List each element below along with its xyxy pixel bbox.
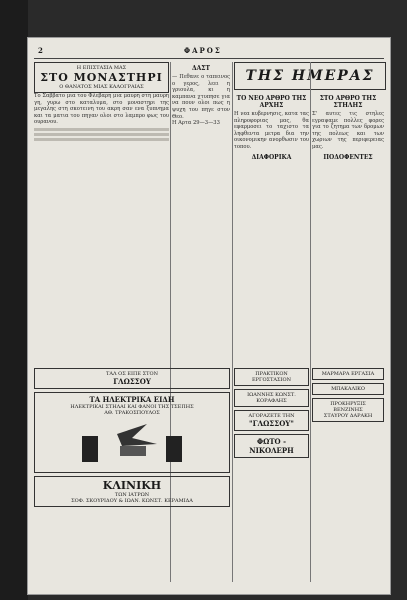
day-col1-body: Η νεα κυβερνησις, κατα τας πληροφοριας μας, θα εφαρμοσει το ταχιστο τα ληφθεντα μετρα δια την οικονομικην ανορθωσιν του τοπου. [234,111,309,150]
factory-ad-a: ΠΡΑΚΤΙΚΟΝ ΕΡΓΟΣΤΑΣΙΟΝ [251,371,292,383]
photo-ad [234,434,309,458]
petrol-seller: ΣΤΑΥΡΟΥ ΔΑΡΑΚΗ [323,413,373,419]
day-col1-notice: ΔΙΑΦΟΡΙΚΑ [251,153,292,161]
glossou-title: ΓΛΩΣΣΟΥ [113,377,151,386]
day-column-1 [234,92,309,364]
glossou-ad [34,368,230,389]
left-ads [34,368,230,510]
photo-nikoleri: ΦΩΤΟ - ΝΙΚΟΛΕΡΗ [249,437,294,455]
story-kicker: Η ΕΠΙΣΤΑΣΙΑ ΜΑΣ [76,65,127,71]
story-headline-box [34,62,169,93]
page-margin-shadow [0,0,28,600]
buy-glossou: "ΓΛΩΣΣΟΥ" [249,419,294,428]
column-rule [310,62,311,582]
grocery-title: ΜΠΑΚΑΛΙΚΟ [331,386,365,392]
electric-title: ΤΑ ΗΛΕΚΤΡΙΚΑ ΕΙΔΗ [89,395,175,404]
story-body: Το Σαββατο μια του Φλεβαρη μια μαυρη στη μαυρη γη, γυρω στο καταλυμα, στο μοναστηρι της μεγαλης στη σκοτεινη του ακρη σαν ενα ξυπνημα και τα ματια του πηγαν ολοι στο λαμπρο φως του ουρανου. [34,93,169,126]
grocery-ad [312,383,384,395]
story-column [34,62,169,364]
masthead: ΦΑΡΟΣ [184,46,222,55]
factory-ad [234,368,309,386]
day-col2-notice: ΠΟΔΟΦΕΝΤΕΣ [323,153,373,161]
electric-sub: ΗΛΕΚΤΡΙΚΑΙ ΣΤΗΛΑΙ ΚΑΙ ΦΑΝΟΙ ΤΗΣ ΤΣΕΠΗΣ [70,404,194,410]
column-rule [232,62,233,582]
right-ads [312,368,384,425]
middle-column [172,62,230,364]
buy-glossou-ad [234,410,309,431]
marble-ad [312,368,384,380]
flashlight-eagle-illustration [72,416,192,466]
petrol-title: ΠΡΟΚΗΡΥΞΙΣ ΒΕΝΖΙΝΗΣ [330,401,366,413]
day-col1-heading: ΤΟ ΝΕΟ ΑΡΘΡΟ ΤΗΣ ΑΡΧΗΣ [236,95,307,109]
clinic-sub: ΤΩΝ ΙΑΤΡΩΝ [114,492,150,498]
middle-label: ΔΑΣΤ [191,65,211,72]
clinic-ad [34,476,230,507]
petrol-ad [312,398,384,422]
clinic-title: ΚΛΙΝΙΚΗ [102,479,162,492]
story-title: ΣΤΟ ΜΟΝΑΣΤΗΡΙ [40,71,163,84]
clinic-names: ΣΟΦ. ΣΚΟΥΡΙΔΟΥ & ΙΩΑΝ. ΚΩΝΣΤ. ΚΕΡΑΜΙΔΑ [71,498,193,504]
marble-title: ΜΑΡΜΑΡΑ ΕΡΓΑΣΙΑ [321,371,375,377]
middle-dateline: Η Αρτα 29—3—33 [172,120,220,127]
middle-body: — Πεθανε ο ταπεινος ο γερος, λεει η γριουλα, κι η καμπανα χτυπησε για να πουν ολοι πως η ψυχη του πηγε στον Θεο. [172,74,230,120]
korafli-name: ΙΩΑΝΝΗΣ ΚΩΝΣΤ. ΚΟΡΑΦΛΗΣ [247,392,296,404]
page-header [34,44,384,59]
day-section-banner: ΤΗΣ ΗΜΕΡΑΣ [234,62,386,90]
korafli-ad [234,389,309,407]
center-ads [234,368,309,461]
electric-ad [34,392,230,473]
newspaper-page [28,38,390,594]
day-col2-heading: ΣΤΟ ΑΡΘΡΟ ΤΗΣ ΣΤΗΛΗΣ [319,95,377,109]
electric-seller: ΑΘ. ΤΡΑΚΟΣΠΟΥΛΟΣ [104,410,160,416]
day-col2-body: Σ' αυτες τις στηλες εγραψαμε πολλες φορες για το ζητημα των δρομων της πολεως και των χωριων της περιφερειας μας. [312,111,384,150]
day-column-2 [312,92,384,364]
story-subtitle: Ο ΘΑΝΑΤΟΣ ΜΙΑΣ ΚΑΛΟΓΡΑΙΑΣ [59,84,144,90]
page-number: 2 [38,46,45,55]
glossou-small: ΤΑΛ ΟΣ ΕΙΠΕ ΣΤΟΝ [106,371,158,377]
buy-label: ΑΓΟΡΑΖΕΤΕ ΤΗΝ [248,413,295,419]
